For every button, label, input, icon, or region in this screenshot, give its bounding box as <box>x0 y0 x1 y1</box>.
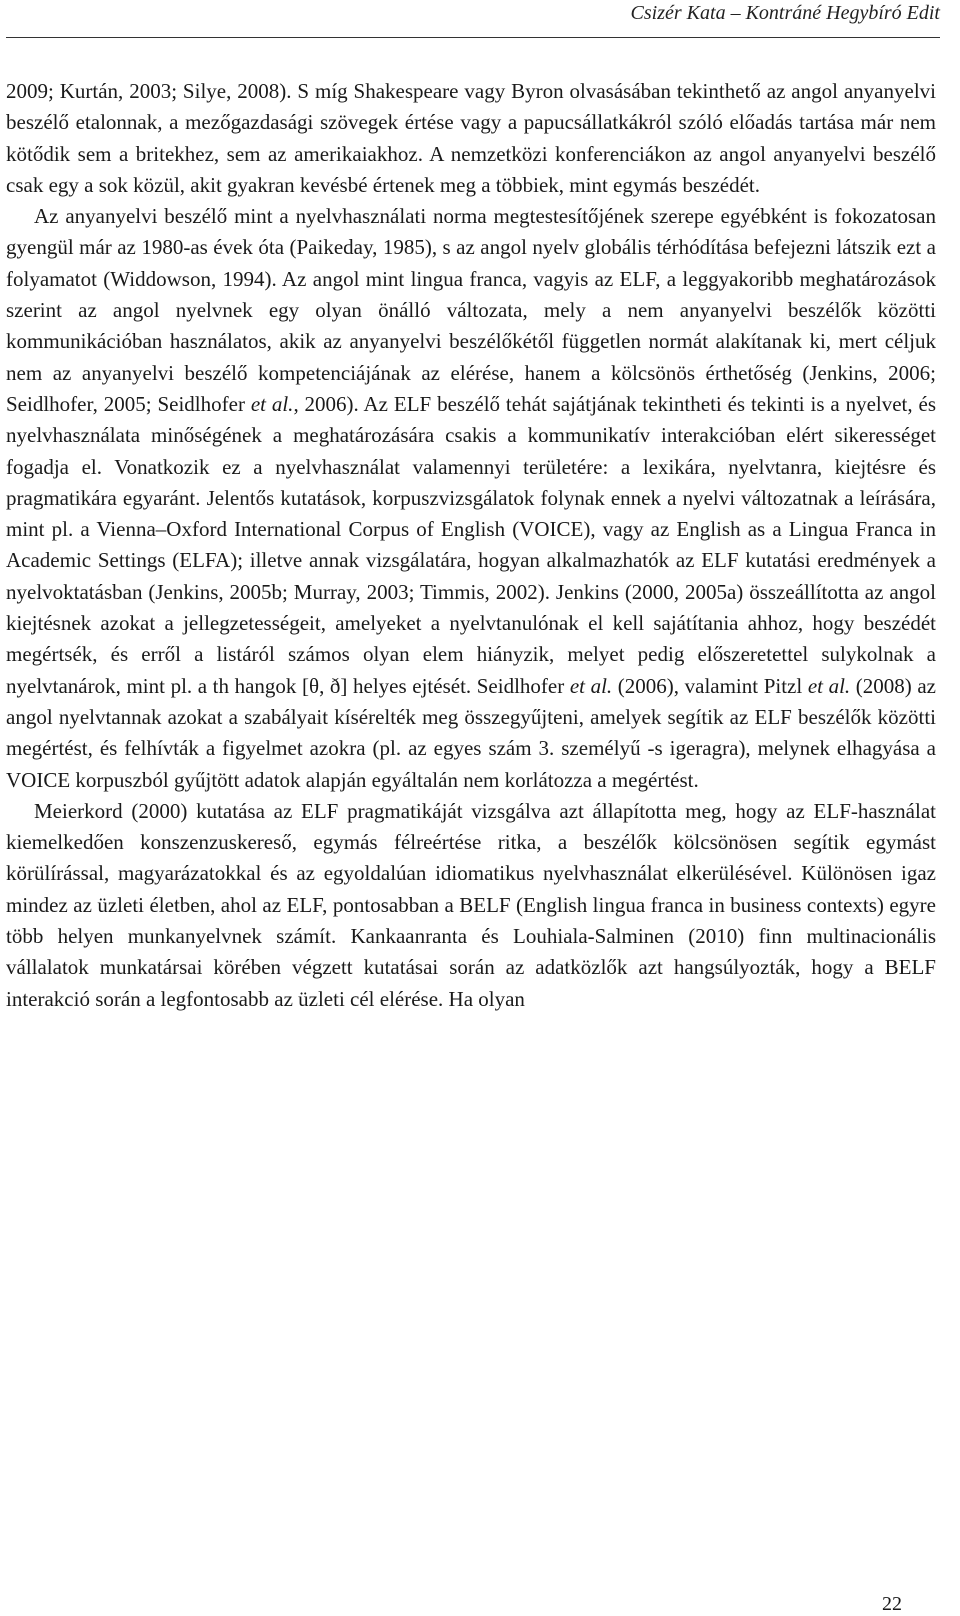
text-run: (2006), valamint Pitzl <box>612 673 808 698</box>
paragraph-2 <box>6 201 936 796</box>
body-text <box>6 76 936 1015</box>
paragraph-1 <box>6 76 936 201</box>
page-number: 22 <box>882 1593 902 1615</box>
running-header: Csizér Kata – Kontráné Hegybíró Edit <box>630 2 940 24</box>
italic-text-run: et al. <box>807 673 851 698</box>
italic-text-run: et al. <box>569 673 613 698</box>
text-run: , 2006). Az ELF beszélő tehát sajátjának tekintheti és tekinti is a nyelvet, és nyelvhasználata minőségének a meghatározására csakis a kommunikatív interakcióban elért sikerességet fogadja el. Vonatkozik ez a nyelvhasználat valamennyi területére: a lexikára, nyelvtanra, kiejtésre és pragmatikára egyaránt. Jelentős kutatások, korpuszvizsgálatok folynak ennek a nyelvi változatnak a leírására, mint pl. a Vienna–Oxford International Corpus of English (VOICE), vagy az English as a Lingua Franca in Academic Settings (ELFA); illetve annak vizsgálatára, hogyan alkalmazhatók az ELF kutatási eredmények a nyelvoktatásban (Jenkins, 2005b; Murray, 2003; Timmis, 2002). Jenkins (2000, 2005a) összeállította az angol kiejtésnek azokat a jellegzetességeit, amelyeket a nyelvtanulónak el kell sajátítania ahhoz, hogy beszédét megértsék, és erről a listáról számos olyan elem hiányzik, melyet pedig előszeretettel sulykolnak a nyelvtanárok, mint pl. a th hangok [θ, ð] helyes ejtését. Seidlhofer <box>6 391 936 698</box>
paragraph-3 <box>6 796 936 1015</box>
text-run: Meierkord (2000) kutatása az ELF pragmatikáját vizsgálva azt állapította meg, hogy az ELF-használat kiemelkedően konszenzuskereső, egymás félreértése ritka, a beszélők kölcsönösen segítik egymást körülírással, magyarázatokkal és az egyoldalúan idiomatikus nyelvhasználat elkerülésével. Különösen igaz mindez az üzleti életben, ahol az ELF, pontosabban a BELF (English lingua franca in business contexts) egyre több helyen munkanyelvnek számít. Kankaanranta és Louhiala-Salminen (2010) finn multinacionális vállalatok munkatársai körében végzett kutatásai során az adatközlők azt hangsúlyozták, hogy a BELF interakció során a legfontosabb az üzleti cél elérése. Ha olyan <box>6 798 936 1011</box>
italic-text-run: et al. <box>250 391 294 416</box>
header-divider <box>6 37 940 38</box>
text-run: (2008) az angol nyelvtannak azokat a szabályait kísérelték meg összegyűjteni, amelyek segítik az ELF beszélők közötti megértést, és felhívták a figyelmet azokra (pl. az egyes szám 3. személyű -s igeragra), melynek elhagyása a VOICE korpuszból gyűjtött adatok alapján egyáltalán nem korlátozza a megértést. <box>6 673 936 792</box>
text-run: Az anyanyelvi beszélő mint a nyelvhasználati norma megtestesítőjének szerepe egyébként is fokozatosan gyengül már az 1980-as évek óta (Paikeday, 1985), s az angol nyelv globális térhódítása befejezni látszik ezt a folyamatot (Widdowson, 1994). Az angol mint lingua franca, vagyis az ELF, a leggyakoribb meghatározások szerint az angol nyelvnek egy olyan önálló változata, mely a nem anyanyelvi beszélők közötti kommunikációban használatos, akik az anyanyelvi beszélőkétől független normát alakítanak ki, mert céljuk nem az anyanyelvi beszélő kompetenciájának az elérése, hanem a kölcsönös érthetőség (Jenkins, 2006; Seidlhofer, 2005; Seidlhofer <box>6 204 936 416</box>
text-run: 2009; Kurtán, 2003; Silye, 2008). S míg Shakespeare vagy Byron olvasásában tekinthető az angol anyanyelvi beszélő etalonnak, a mezőgazdasági szövegek értése vagy a papucsállatkákról szóló előadás tartása már nem kötődik sem a britekhez, sem az amerikaiakhoz. A nemzetközi konferenciákon az angol anyanyelvi beszélő csak egy a sok közül, akit gyakran kevésbé értenek meg a többiek, mint egymás beszédét. <box>6 79 936 197</box>
